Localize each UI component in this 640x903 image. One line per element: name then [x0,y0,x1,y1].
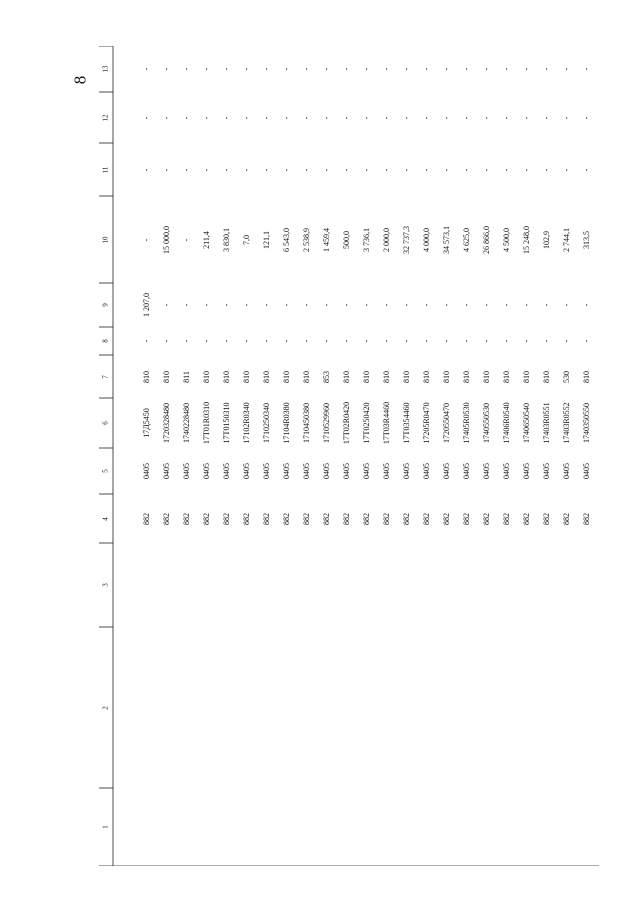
table-cell: - [182,238,191,241]
table-cell: - [202,67,211,71]
table-cell: 0405 [142,463,151,479]
table-cell: - [542,303,551,307]
column-header: 4 [101,516,110,521]
table-cell: 810 [242,370,251,383]
table-cell: - [482,303,491,307]
table-cell: 853 [322,370,331,383]
table-cell: 0405 [422,463,431,479]
table-cell: - [522,116,531,119]
table-cell: 2 000,0 [382,227,391,252]
table-cell: - [542,168,551,171]
table-cell: 810 [262,370,271,383]
table-cell: 882 [342,512,351,525]
table-cell: 0405 [162,463,171,479]
table-cell: 17403R0552 [562,402,571,444]
table-cell: - [322,67,331,71]
table-cell: 882 [362,512,371,525]
table-cell: - [222,116,231,119]
table-cell: - [282,116,291,119]
table-cell: - [482,67,491,71]
table-cell: - [542,67,551,71]
table-cell: 17403R0551 [542,402,551,444]
table-cell: 1710250340 [262,403,271,443]
table-cell: 810 [282,370,291,383]
table-cell: - [522,168,531,171]
table-cell: - [342,339,351,343]
table-cell: 0405 [322,463,331,479]
column-header: 11 [101,166,110,173]
table-cell: 17405R0530 [462,402,471,444]
table-cell: 882 [462,512,471,525]
table-cell: - [482,168,491,171]
table-cell: 882 [582,512,591,525]
table-cell: - [342,303,351,307]
table-cell: 500,0 [342,230,351,249]
table-cell: 1740228480 [182,403,191,443]
table-cell: 17Т03R4460 [382,401,391,445]
table-cell: 882 [542,512,551,525]
table-cell: - [402,303,411,307]
table-cell: 810 [302,370,311,383]
column-header: 5 [101,469,110,473]
table-cell: 17Д5450 [142,408,151,438]
table-cell: - [222,168,231,171]
table-cell: 1710450380 [302,403,311,443]
table-cell: 810 [162,370,171,383]
table-cell: - [502,67,511,71]
table-cell: - [182,339,191,343]
table-cell: - [442,168,451,171]
table-cell: 4 000,0 [422,227,431,252]
table-cell: 17Т0354460 [402,402,411,444]
table-cell: 530 [562,370,571,383]
table-cell: 0405 [482,463,491,479]
table-cell: - [362,116,371,119]
table-cell: - [422,116,431,119]
table-cell: - [382,339,391,343]
table-cell: 882 [502,512,511,525]
table-cell: - [342,67,351,71]
table-cell: 0405 [462,463,471,479]
table-cell: 34 573,1 [442,225,451,254]
table-cell: 810 [142,370,151,383]
table-cell: 810 [202,370,211,383]
table-cell: - [262,116,271,119]
table-cell: 2 538,9 [302,227,311,252]
table-cell: 0405 [522,463,531,479]
table-cell: - [142,238,151,241]
table-cell: 3 830,1 [222,227,231,252]
table-cell: 1740650540 [522,403,531,443]
table-cell: - [542,116,551,119]
table-cell: - [362,303,371,307]
table-cell: 810 [382,370,391,383]
table-cell: - [222,303,231,307]
table-cell: - [262,339,271,343]
table-cell: 882 [242,512,251,525]
table-cell: 1740350550 [582,403,591,443]
table-cell: 0405 [182,463,191,479]
table-cell: - [162,168,171,171]
column-header: 13 [101,65,110,73]
table-cell: 882 [202,512,211,525]
table-cell: 882 [562,512,571,525]
table-cell: 882 [222,512,231,525]
table-cell: - [402,339,411,343]
table-cell: 882 [182,512,191,525]
table-cell: 810 [422,370,431,383]
table-cell: - [242,67,251,71]
table-cell: - [162,116,171,119]
table-cell: - [422,303,431,307]
table-cell: 810 [362,370,371,383]
column-header: 7 [101,374,110,379]
table-cell: - [402,168,411,171]
table-cell: - [562,303,571,307]
table-cell: - [182,116,191,119]
table-cell: 810 [442,370,451,383]
table-cell: 1 459,4 [322,227,331,252]
table-cell: 17102R0340 [242,402,251,444]
table-cell: 810 [402,370,411,383]
table-cell: 882 [142,512,151,525]
table-cell: - [342,168,351,171]
table-cell: - [582,339,591,343]
table-cell: 1720328480 [162,403,171,443]
table-cell: 32 737,3 [402,225,411,254]
table-cell: 4 500,0 [502,227,511,252]
table-cell: 17Т0150310 [222,402,231,444]
table-cell: 810 [222,370,231,383]
table-cell: - [242,168,251,171]
table-cell: 810 [482,370,491,383]
table-cell: - [182,168,191,171]
table-cell: - [502,339,511,343]
table-cell: - [282,67,291,71]
column-header: 12 [101,114,110,121]
table-cell: - [382,116,391,119]
column-header: 3 [101,583,110,587]
table-cell: - [462,339,471,343]
table-cell: 882 [422,512,431,525]
table-cell: 882 [302,512,311,525]
table-cell: - [162,67,171,71]
table-cell: 1740550530 [482,403,491,443]
table-cell: - [402,67,411,71]
table-cell: 3 736,1 [362,227,371,252]
table-cell: - [222,67,231,71]
column-header: 10 [101,236,110,243]
column-header: 2 [101,705,110,710]
table-cell: 882 [262,512,271,525]
table-cell: - [502,168,511,171]
table-cell: 0405 [542,463,551,479]
table-cell: 17205R0470 [422,402,431,444]
table-cell: - [582,116,591,119]
table-cell: - [282,168,291,171]
table-cell: - [442,116,451,119]
table-cell: - [522,67,531,71]
table-cell: - [522,339,531,343]
table-cell: - [582,168,591,171]
table-cell: 0405 [202,463,211,479]
table-cell: 17Т02R0420 [342,401,351,445]
table-cell: 0405 [242,463,251,479]
table-cell: 313,5 [582,230,591,249]
table-cell: 4 625,0 [462,227,471,252]
table-cell: - [182,303,191,307]
table-cell: 0405 [442,463,451,479]
table-cell: 0405 [582,463,591,479]
table-cell: - [422,339,431,343]
table-cell: - [422,67,431,71]
table-cell: - [482,339,491,343]
table-cell: - [282,339,291,343]
table-cell: 810 [462,370,471,383]
table-cell: 810 [342,370,351,383]
table-cell: - [242,116,251,119]
table-cell: 7,0 [242,234,251,245]
table-cell: 810 [502,370,511,383]
table-cell: - [522,303,531,307]
table-cell: 17Т01R0310 [202,401,211,445]
table-cell: - [502,116,511,119]
table-cell: 17104R0380 [282,402,291,444]
table-cell: 15 000,0 [162,225,171,254]
table-cell: - [462,116,471,119]
table-cell: 0405 [562,463,571,479]
table-cell: - [302,303,311,307]
table-cell: 810 [542,370,551,383]
table-cell: - [462,168,471,171]
table-cell: - [442,339,451,343]
table-cell: - [362,67,371,71]
table-cell: 882 [322,512,331,525]
table-cell: - [582,303,591,307]
table-cell: 811 [182,370,191,383]
table-cell: - [202,116,211,119]
table-cell: - [322,168,331,171]
table-cell: - [382,67,391,71]
table-cell: 211,4 [202,230,211,249]
table-cell: - [282,303,291,307]
table-cell: - [242,303,251,307]
table-cell: - [262,67,271,71]
table-cell: - [302,168,311,171]
table-cell: - [502,303,511,307]
table-cell: 121,1 [262,230,271,249]
column-header: 8 [101,339,110,343]
table-cell: 882 [162,512,171,525]
table-cell: 2 744,1 [562,227,571,252]
table-cell: - [202,168,211,171]
table-cell: - [402,116,411,119]
table-cell: 0405 [262,463,271,479]
table-cell: - [142,116,151,119]
table-cell: 810 [582,370,591,383]
table-cell: - [302,67,311,71]
table-cell: - [322,339,331,343]
table-cell: 0405 [382,463,391,479]
table-cell: 0405 [502,463,511,479]
table-cell: - [482,116,491,119]
table-cell: 102,9 [542,230,551,249]
table-cell: 882 [402,512,411,525]
table-cell: - [142,168,151,171]
table-cell: 17406R0540 [502,402,511,444]
table-cell: 882 [382,512,391,525]
table-cell: 882 [522,512,531,525]
table-cell: 0405 [362,463,371,479]
table-cell: 0405 [302,463,311,479]
column-header: 6 [101,421,110,425]
table-cell: - [222,339,231,343]
table-cell: - [442,303,451,307]
table-cell: - [582,67,591,71]
table-cell: - [322,303,331,307]
table-cell: - [542,339,551,343]
column-header: 9 [101,303,110,307]
table-cell: 1 207,0 [142,293,151,317]
table-cell: - [262,303,271,307]
table-cell: 1710529960 [322,403,331,443]
table-cell: 0405 [342,463,351,479]
table-cell: - [562,339,571,343]
page-number: 8 [70,75,90,85]
table-cell: - [202,303,211,307]
table-cell: - [462,67,471,71]
rotated-table [99,46,599,866]
table-cell: - [302,116,311,119]
column-header: 1 [101,825,110,829]
table-cell: 0405 [222,463,231,479]
table-cell: - [382,168,391,171]
table-cell: 6 543,0 [282,227,291,252]
table-cell: 882 [482,512,491,525]
table-cell: - [562,67,571,71]
table-cell: - [342,116,351,119]
table-cell: 0405 [282,463,291,479]
table-cell: 882 [442,512,451,525]
table-cell: - [562,168,571,171]
table-cell: - [162,339,171,343]
table-cell: - [322,116,331,119]
table-cell: - [462,303,471,307]
table-cell: - [362,168,371,171]
table-cell: 26 866,0 [482,225,491,254]
table-cell: - [242,339,251,343]
table-cell: 15 248,0 [522,225,531,254]
table-cell: 1720550470 [442,403,451,443]
table-cell: - [382,303,391,307]
table-cell: - [142,67,151,71]
table-cell: - [362,339,371,343]
table-cell: - [202,339,211,343]
table-cell: - [302,339,311,343]
table-cell: - [262,168,271,171]
table-cell: - [422,168,431,171]
table-cell: 0405 [402,463,411,479]
table-cell: - [142,339,151,343]
table-cell: 17Т0250420 [362,402,371,444]
table-cell: - [562,116,571,119]
table-cell: 810 [522,370,531,383]
table-cell: - [442,67,451,71]
table-cell: - [162,303,171,307]
table-cell: - [182,67,191,71]
table-cell: 882 [282,512,291,525]
